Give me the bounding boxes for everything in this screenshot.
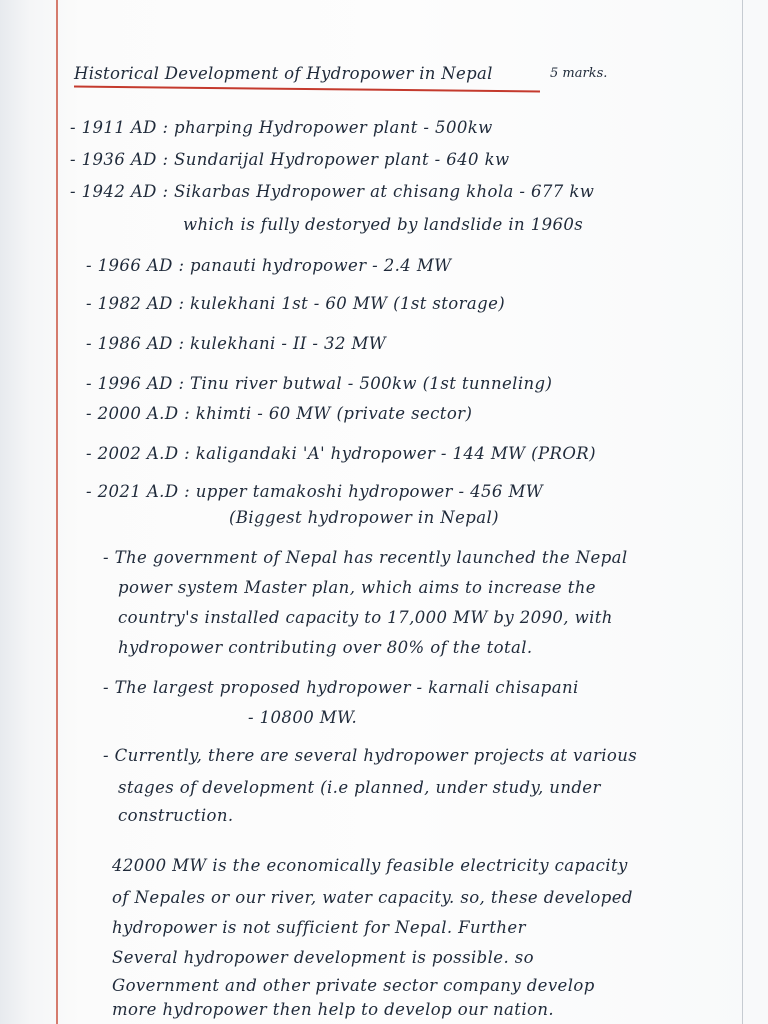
page-title: Historical Development of Hydropower in Nepal <box>74 64 493 83</box>
title-underline <box>74 86 540 93</box>
largest-proposed-line-2: - 10800 MW. <box>248 708 358 727</box>
master-plan-line-3: country's installed capacity to 17,000 MW by 2090, with <box>118 608 613 627</box>
currently-line-2: stages of development (i.e planned, under study, under <box>118 778 601 797</box>
currently-line-1: - Currently, there are several hydropower projects at various <box>103 746 638 765</box>
capacity-line-5: Government and other private sector company develop <box>112 976 595 995</box>
master-plan-line-4: hydropower contributing over 80% of the total. <box>118 638 533 657</box>
entry-2002: - 2002 A.D : kaligandaki 'A' hydropower - 144 MW (PROR) <box>86 444 596 463</box>
capacity-line-6: more hydropower then help to develop our nation. <box>112 1000 555 1019</box>
entry-2021: - 2021 A.D : upper tamakoshi hydropower - 456 MW <box>86 482 544 501</box>
entry-1942: - 1942 AD : Sikarbas Hydropower at chisang khola - 677 kw <box>70 182 595 201</box>
entry-2021-note: (Biggest hydropower in Nepal) <box>229 508 499 527</box>
capacity-line-3: hydropower is not sufficient for Nepal. Further <box>112 918 526 937</box>
entry-1942-continued: which is fully destoryed by landslide in 1960s <box>183 215 584 234</box>
entry-1966: - 1966 AD : panauti hydropower - 2.4 MW <box>86 256 452 275</box>
largest-proposed-line-1: - The largest proposed hydropower - karnali chisapani <box>103 678 579 697</box>
capacity-line-4: Several hydropower development is possible. so <box>112 948 534 967</box>
entry-1911: - 1911 AD : pharping Hydropower plant - 500kw <box>70 118 493 137</box>
capacity-line-1: 42000 MW is the economically feasible electricity capacity <box>112 856 628 875</box>
entry-1986: - 1986 AD : kulekhani - II - 32 MW <box>86 334 387 353</box>
master-plan-line-2: power system Master plan, which aims to increase the <box>118 578 596 597</box>
capacity-line-2: of Nepales or our river, water capacity. so, these developed <box>112 888 633 907</box>
master-plan-line-1: - The government of Nepal has recently launched the Nepal <box>103 548 628 567</box>
entry-1982: - 1982 AD : kulekhani 1st - 60 MW (1st storage) <box>86 294 506 313</box>
entry-2000: - 2000 A.D : khimti - 60 MW (private sector) <box>86 404 473 423</box>
entry-1996: - 1996 AD : Tinu river butwal - 500kw (1st tunneling) <box>86 374 553 393</box>
heading-row <box>74 64 634 94</box>
marks-note: 5 marks. <box>550 66 608 81</box>
entry-1936: - 1936 AD : Sundarijal Hydropower plant - 640 kw <box>70 150 510 169</box>
currently-line-3: construction. <box>118 806 234 825</box>
